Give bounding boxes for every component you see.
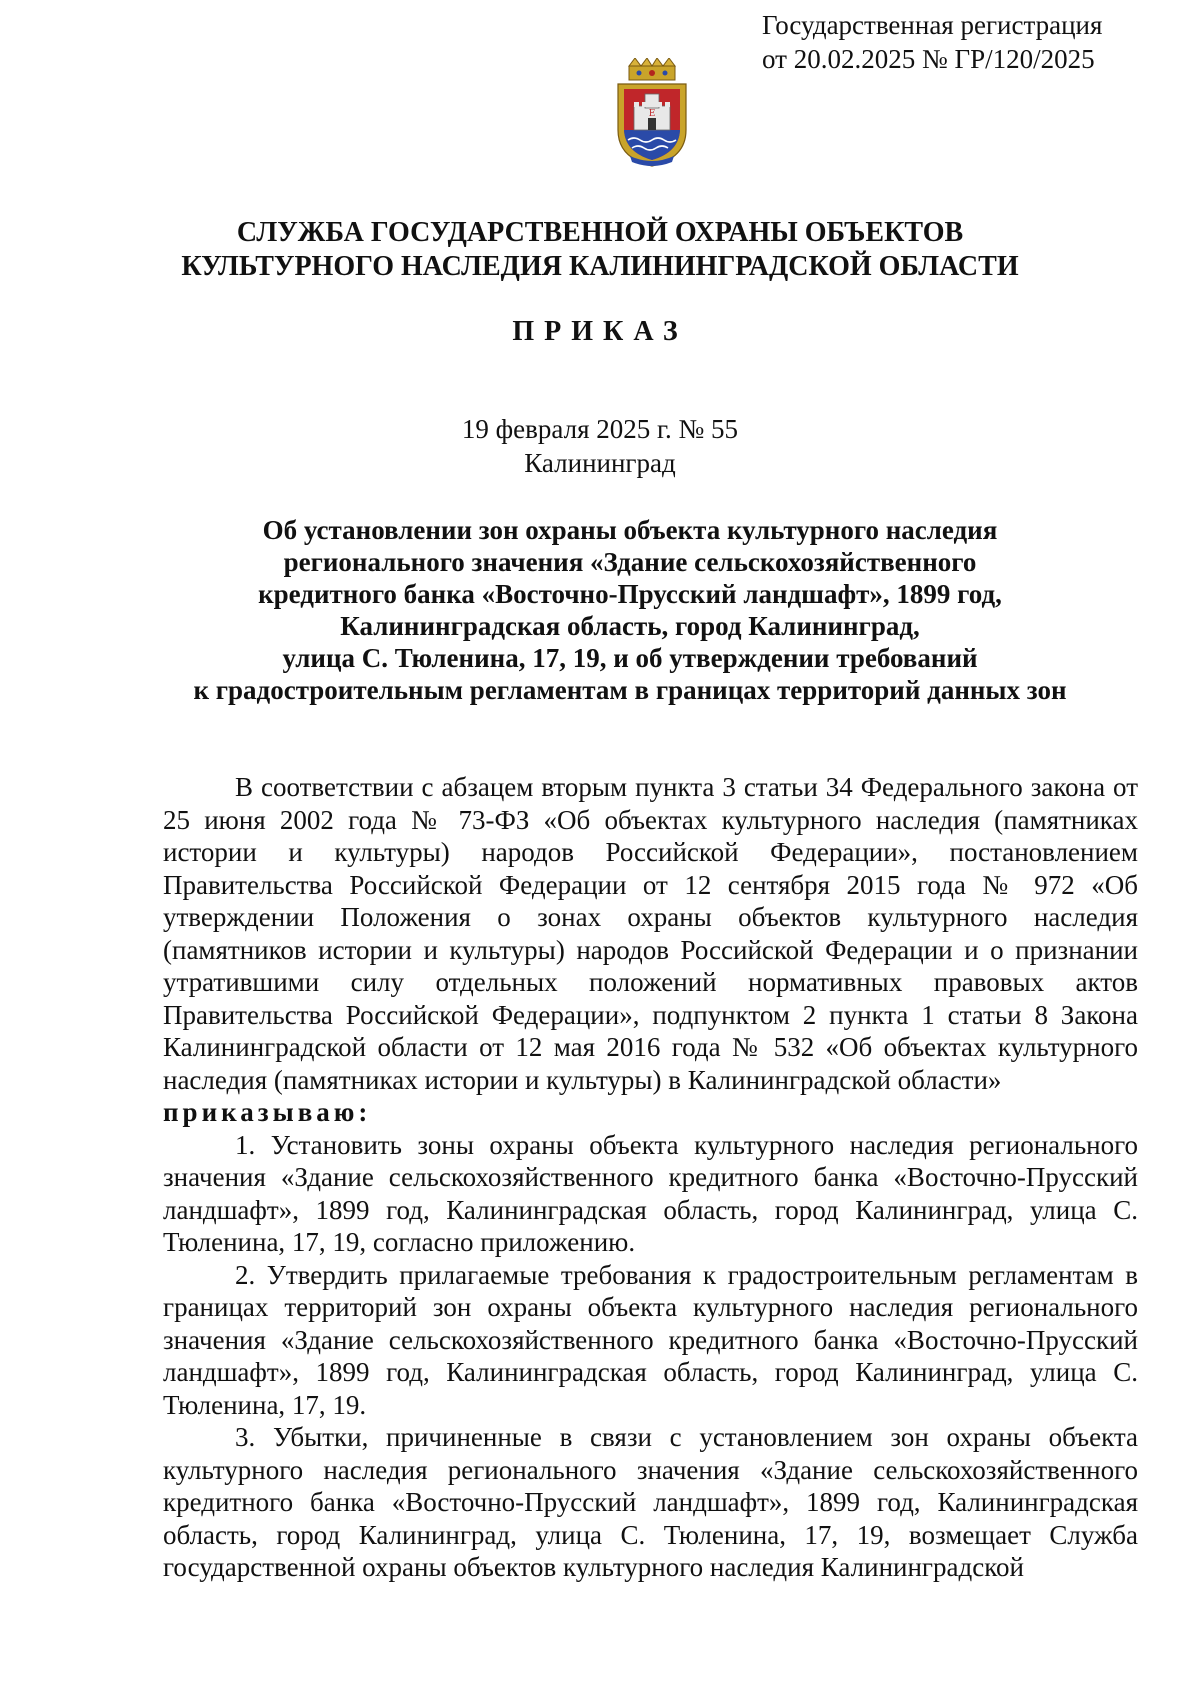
registration-line-2: от 20.02.2025 № ГР/120/2025: [762, 44, 1095, 74]
svg-text:Е: Е: [648, 109, 656, 119]
order-subject: [150, 514, 1110, 706]
order-place: Калининград: [524, 448, 676, 478]
agency-name: [0, 216, 1200, 284]
subject-line: Калининградская область, город Калининград,: [340, 611, 920, 641]
subject-line: регионального значения «Здание сельскохозяйственного: [283, 547, 977, 577]
preamble-paragraph: В соответствии с абзацем вторым пункта 3 статьи 34 Федерального закона от 25 июня 2002 года № 73-ФЗ «Об объектах культурного наследия (памятниках истории и культуры) народов Российской Федерации», постановлением Правительства Российской Федерации от 12 сентября 2015 года № 972 «Об утверждении Положения о зонах охраны объектов культурного наследия (памятников истории и культуры) народов Российской Федерации и о признании утратившими силу отдельных положений нормативных правовых актов Правительства Российской Федерации», подпунктом 2 пункта 1 статьи 8 Закона Калининградской области от 12 мая 2016 года № 532 «Об объектах культурного наследия (памятниках истории и культуры) в Калининградской области»: [163, 772, 1138, 1095]
order-date-place: [0, 412, 1200, 480]
registration-stamp: [762, 8, 1102, 76]
order-word: приказываю:: [163, 1097, 372, 1127]
order-body: [163, 771, 1138, 1584]
order-item-3: 3. Убытки, причиненные в связи с установлением зон охраны объекта культурного наследия регионального значения «Здание сельскохозяйственного кредитного банка «Восточно-Прусский ландшафт», 1899 год, Калининградская область, город Калининград, улица С. Тюленина, 17, 19, возмещает Служба государственной охраны объектов культурного наследия Калининградской: [163, 1422, 1138, 1582]
subject-line: кредитного банка «Восточно-Прусский ландшафт», 1899 год,: [258, 579, 1002, 609]
subject-line: Об установлении зон охраны объекта культурного наследия: [262, 515, 998, 545]
order-date-number: 19 февраля 2025 г. № 55: [461, 414, 739, 444]
subject-line: к градостроительным регламентам в границах территорий данных зон: [193, 675, 1067, 705]
order-item-1: 1. Установить зоны охраны объекта культурного наследия регионального значения «Здание сельскохозяйственного кредитного банка «Восточно-Прусский ландшафт», 1899 год, Калининградская область, город Калининград, улица С. Тюленина, 17, 19, согласно приложению.: [163, 1129, 1138, 1257]
order-item-2: 2. Утвердить прилагаемые требования к градостроительным регламентам в границах территорий зон охраны объекта культурного наследия регионального значения «Здание сельскохозяйственного кредитного банка «Восточно-Прусский ландшафт», 1899 год, Калининградская область, город Калининград, улица С. Тюленина, 17, 19.: [163, 1259, 1138, 1420]
agency-name-line-2: КУЛЬТУРНОГО НАСЛЕДИЯ КАЛИНИНГРАДСКОЙ ОБЛАСТИ: [181, 251, 1019, 282]
kaliningrad-coat-of-arms-icon: [612, 58, 692, 168]
registration-line-1: Государственная регистрация: [762, 10, 1103, 40]
agency-name-line-1: СЛУЖБА ГОСУДАРСТВЕННОЙ ОХРАНЫ ОБЪЕКТОВ: [236, 217, 964, 248]
order-title: ПРИКАЗ: [512, 316, 688, 347]
subject-line: улица С. Тюленина, 17, 19, и об утверждении требований: [282, 643, 978, 673]
